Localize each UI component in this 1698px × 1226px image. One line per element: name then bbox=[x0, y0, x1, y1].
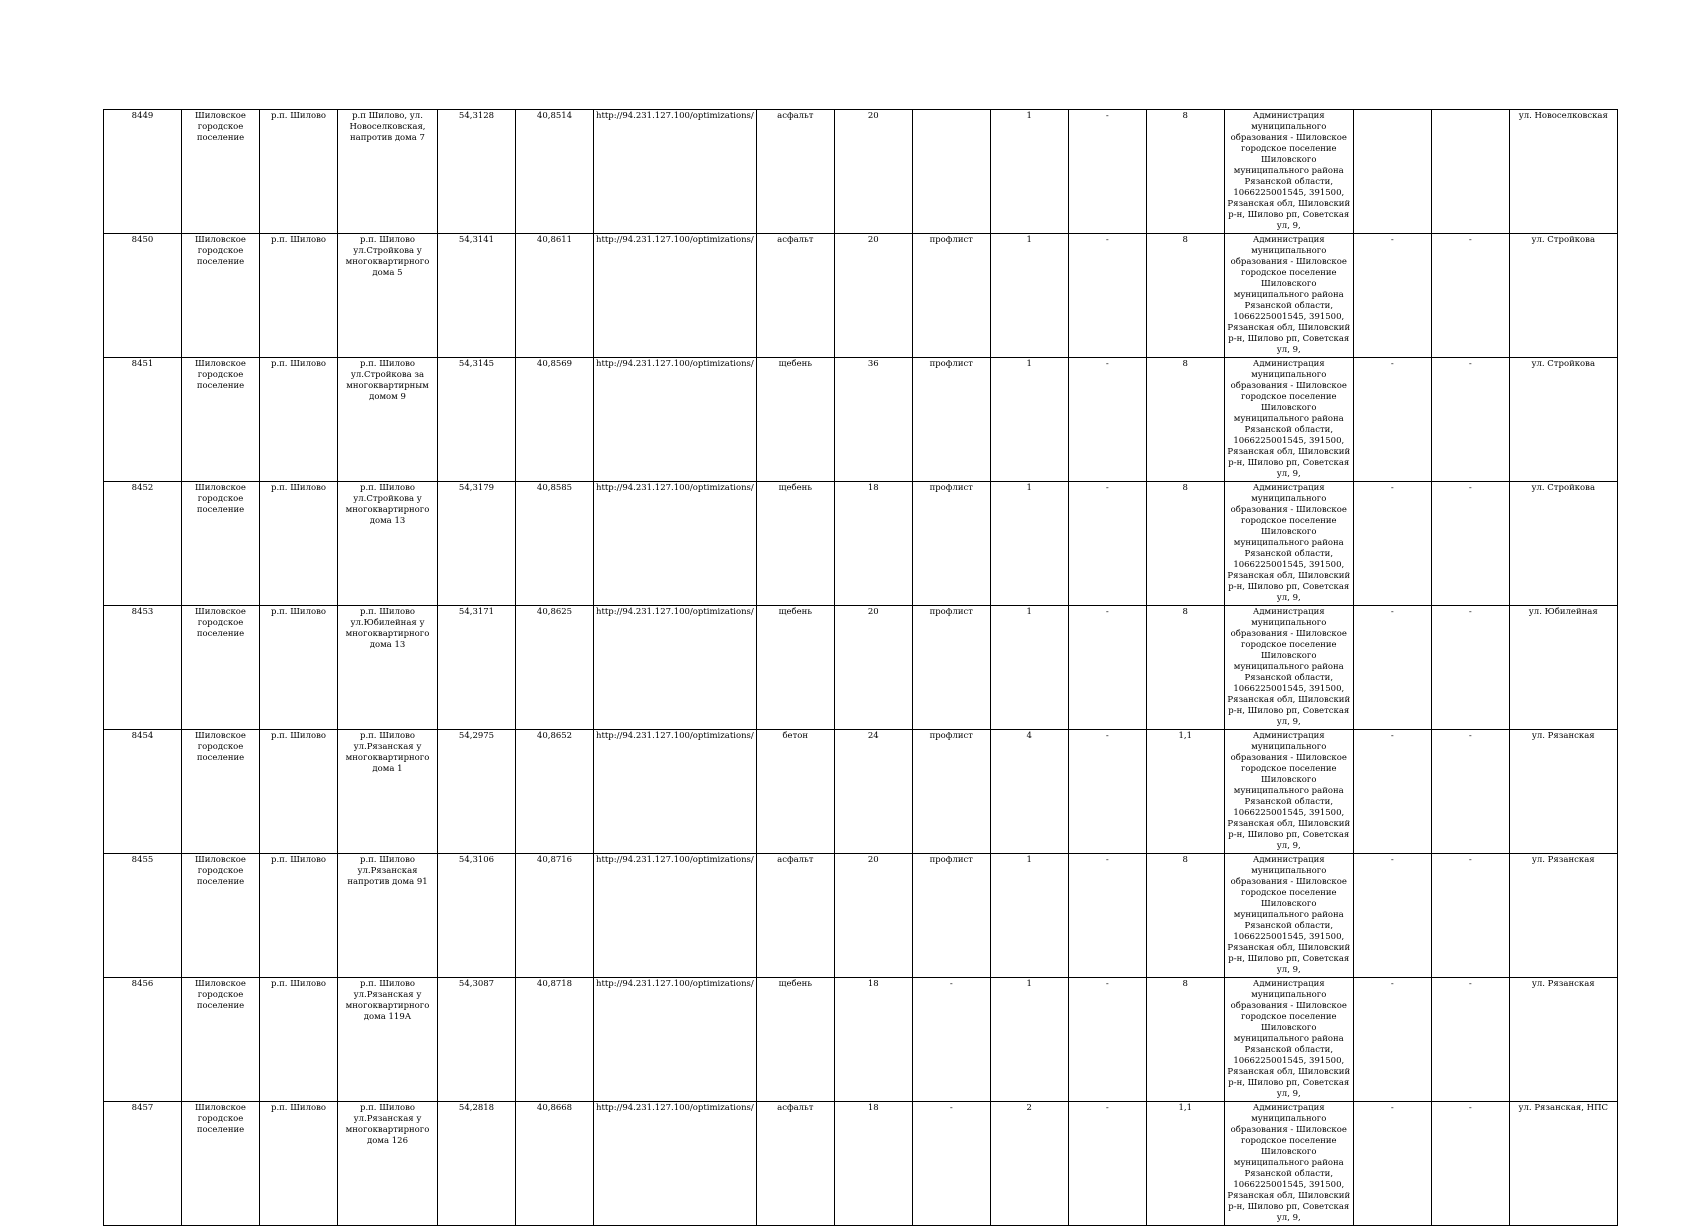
cell-container-volume-1: - bbox=[1068, 234, 1146, 358]
cell-row-id: 8453 bbox=[104, 606, 182, 730]
cell-locality: р.п. Шилово bbox=[260, 730, 338, 854]
cell-url: http://94.231.127.100/optimizations/ bbox=[594, 730, 757, 854]
cell-surface: асфальт bbox=[756, 110, 834, 234]
cell-street: ул. Рязанская bbox=[1509, 978, 1617, 1102]
cell-extra-2: - bbox=[1431, 606, 1509, 730]
cell-address: р.п. Шилово ул.Рязанская у многоквартирного дома 119А bbox=[338, 978, 438, 1102]
cell-row-id: 8454 bbox=[104, 730, 182, 854]
cell-settlement: Шиловское городское поселение bbox=[182, 110, 260, 234]
cell-url: http://94.231.127.100/optimizations/ bbox=[594, 358, 757, 482]
cell-address: р.п Шилово, ул. Новоселковская, напротив дома 7 bbox=[338, 110, 438, 234]
cell-fence: профлист bbox=[912, 730, 990, 854]
cell-latitude: 54,2975 bbox=[438, 730, 516, 854]
cell-settlement: Шиловское городское поселение bbox=[182, 978, 260, 1102]
cell-latitude: 54,3145 bbox=[438, 358, 516, 482]
cell-street: ул. Юбилейная bbox=[1509, 606, 1617, 730]
cell-url: http://94.231.127.100/optimizations/ bbox=[594, 234, 757, 358]
cell-extra-2: - bbox=[1431, 358, 1509, 482]
cell-extra-1: - bbox=[1353, 854, 1431, 978]
cell-extra-2: - bbox=[1431, 978, 1509, 1102]
cell-settlement: Шиловское городское поселение bbox=[182, 730, 260, 854]
cell-area: 20 bbox=[834, 234, 912, 358]
cell-extra-2: - bbox=[1431, 1102, 1509, 1226]
cell-container-count: 4 bbox=[990, 730, 1068, 854]
cell-row-id: 8452 bbox=[104, 482, 182, 606]
cell-url: http://94.231.127.100/optimizations/ bbox=[594, 854, 757, 978]
cell-container-count: 1 bbox=[990, 482, 1068, 606]
cell-extra-1: - bbox=[1353, 482, 1431, 606]
cell-settlement: Шиловское городское поселение bbox=[182, 606, 260, 730]
cell-surface: асфальт bbox=[756, 1102, 834, 1226]
cell-owner: Администрация муниципального образования - Шиловское городское поселение Шиловского муниципального района Рязанской области, 1066225001545, 391500, Рязанская обл, Шиловский р-н, Шилово рп, Советская ул, 9, bbox=[1224, 606, 1353, 730]
cell-container-count: 1 bbox=[990, 854, 1068, 978]
cell-longitude: 40,8514 bbox=[516, 110, 594, 234]
cell-street: ул. Стройкова bbox=[1509, 482, 1617, 606]
cell-owner: Администрация муниципального образования - Шиловское городское поселение Шиловского муниципального района Рязанской области, 1066225001545, 391500, Рязанская обл, Шиловский р-н, Шилово рп, Советская ул, 9, bbox=[1224, 358, 1353, 482]
cell-container-volume-2: 8 bbox=[1146, 978, 1224, 1102]
cell-extra-1: - bbox=[1353, 358, 1431, 482]
cell-container-volume-1: - bbox=[1068, 978, 1146, 1102]
cell-fence: - bbox=[912, 978, 990, 1102]
table-row bbox=[104, 358, 1618, 482]
cell-container-volume-1: - bbox=[1068, 482, 1146, 606]
cell-fence: профлист bbox=[912, 854, 990, 978]
cell-container-volume-1: - bbox=[1068, 730, 1146, 854]
cell-locality: р.п. Шилово bbox=[260, 1102, 338, 1226]
cell-owner: Администрация муниципального образования - Шиловское городское поселение Шиловского муниципального района Рязанской области, 1066225001545, 391500, Рязанская обл, Шиловский р-н, Шилово рп, Советская ул, 9, bbox=[1224, 978, 1353, 1102]
cell-longitude: 40,8718 bbox=[516, 978, 594, 1102]
cell-fence: профлист bbox=[912, 606, 990, 730]
cell-latitude: 54,3106 bbox=[438, 854, 516, 978]
cell-extra-1: - bbox=[1353, 978, 1431, 1102]
cell-area: 36 bbox=[834, 358, 912, 482]
cell-locality: р.п. Шилово bbox=[260, 606, 338, 730]
cell-fence: - bbox=[912, 1102, 990, 1226]
cell-address: р.п. Шилово ул.Рязанская у многоквартирного дома 126 bbox=[338, 1102, 438, 1226]
cell-owner: Администрация муниципального образования - Шиловское городское поселение Шиловского муниципального района Рязанской области, 1066225001545, 391500, Рязанская обл, Шиловский р-н, Шилово рп, Советская ул, 9, bbox=[1224, 1102, 1353, 1226]
cell-area: 24 bbox=[834, 730, 912, 854]
cell-owner: Администрация муниципального образования - Шиловское городское поселение Шиловского муниципального района Рязанской области, 1066225001545, 391500, Рязанская обл, Шиловский р-н, Шилово рп, Советская ул, 9, bbox=[1224, 854, 1353, 978]
cell-latitude: 54,3128 bbox=[438, 110, 516, 234]
cell-settlement: Шиловское городское поселение bbox=[182, 358, 260, 482]
cell-container-volume-1: - bbox=[1068, 606, 1146, 730]
cell-extra-2: - bbox=[1431, 234, 1509, 358]
cell-row-id: 8451 bbox=[104, 358, 182, 482]
cell-row-id: 8455 bbox=[104, 854, 182, 978]
cell-extra-1 bbox=[1353, 110, 1431, 234]
cell-fence: профлист bbox=[912, 358, 990, 482]
table-row bbox=[104, 482, 1618, 606]
cell-address: р.п. Шилово ул.Стройкова у многоквартирного дома 13 bbox=[338, 482, 438, 606]
cell-surface: щебень bbox=[756, 482, 834, 606]
cell-address: р.п. Шилово ул.Юбилейная у многоквартирного дома 13 bbox=[338, 606, 438, 730]
cell-settlement: Шиловское городское поселение bbox=[182, 854, 260, 978]
cell-locality: р.п. Шилово bbox=[260, 854, 338, 978]
cell-container-volume-1: - bbox=[1068, 110, 1146, 234]
cell-container-volume-1: - bbox=[1068, 358, 1146, 482]
cell-row-id: 8457 bbox=[104, 1102, 182, 1226]
cell-container-volume-2: 8 bbox=[1146, 234, 1224, 358]
cell-fence bbox=[912, 110, 990, 234]
cell-container-count: 1 bbox=[990, 606, 1068, 730]
cell-container-volume-2: 1,1 bbox=[1146, 730, 1224, 854]
cell-address: р.п. Шилово ул.Стройкова за многоквартирным домом 9 bbox=[338, 358, 438, 482]
cell-surface: щебень bbox=[756, 606, 834, 730]
cell-area: 18 bbox=[834, 482, 912, 606]
cell-locality: р.п. Шилово bbox=[260, 978, 338, 1102]
cell-url: http://94.231.127.100/optimizations/ bbox=[594, 482, 757, 606]
cell-longitude: 40,8652 bbox=[516, 730, 594, 854]
cell-url: http://94.231.127.100/optimizations/ bbox=[594, 978, 757, 1102]
table-row bbox=[104, 110, 1618, 234]
cell-row-id: 8456 bbox=[104, 978, 182, 1102]
cell-container-count: 1 bbox=[990, 358, 1068, 482]
cell-url: http://94.231.127.100/optimizations/ bbox=[594, 1102, 757, 1226]
cell-area: 20 bbox=[834, 110, 912, 234]
table-row bbox=[104, 234, 1618, 358]
cell-surface: асфальт bbox=[756, 234, 834, 358]
cell-surface: щебень bbox=[756, 978, 834, 1102]
cell-container-volume-2: 8 bbox=[1146, 854, 1224, 978]
cell-area: 20 bbox=[834, 606, 912, 730]
table-row bbox=[104, 1102, 1618, 1226]
cell-container-volume-2: 8 bbox=[1146, 606, 1224, 730]
cell-locality: р.п. Шилово bbox=[260, 358, 338, 482]
cell-street: ул. Рязанская bbox=[1509, 730, 1617, 854]
cell-street: ул. Стройкова bbox=[1509, 358, 1617, 482]
cell-extra-1: - bbox=[1353, 730, 1431, 854]
table-row bbox=[104, 730, 1618, 854]
cell-longitude: 40,8716 bbox=[516, 854, 594, 978]
cell-street: ул. Рязанская, НПС bbox=[1509, 1102, 1617, 1226]
cell-owner: Администрация муниципального образования - Шиловское городское поселение Шиловского муниципального района Рязанской области, 1066225001545, 391500, Рязанская обл, Шиловский р-н, Шилово рп, Советская ул, 9, bbox=[1224, 110, 1353, 234]
cell-container-count: 1 bbox=[990, 110, 1068, 234]
cell-latitude: 54,3141 bbox=[438, 234, 516, 358]
table-row bbox=[104, 978, 1618, 1102]
cell-locality: р.п. Шилово bbox=[260, 482, 338, 606]
cell-owner: Администрация муниципального образования - Шиловское городское поселение Шиловского муниципального района Рязанской области, 1066225001545, 391500, Рязанская обл, Шиловский р-н, Шилово рп, Советская ул, 9, bbox=[1224, 482, 1353, 606]
cell-latitude: 54,3171 bbox=[438, 606, 516, 730]
cell-street: ул. Стройкова bbox=[1509, 234, 1617, 358]
cell-longitude: 40,8625 bbox=[516, 606, 594, 730]
cell-extra-2 bbox=[1431, 110, 1509, 234]
cell-surface: бетон bbox=[756, 730, 834, 854]
cell-settlement: Шиловское городское поселение bbox=[182, 482, 260, 606]
cell-longitude: 40,8569 bbox=[516, 358, 594, 482]
cell-longitude: 40,8611 bbox=[516, 234, 594, 358]
cell-street: ул. Новоселковская bbox=[1509, 110, 1617, 234]
cell-container-volume-2: 8 bbox=[1146, 110, 1224, 234]
cell-fence: профлист bbox=[912, 482, 990, 606]
table-row bbox=[104, 854, 1618, 978]
cell-url: http://94.231.127.100/optimizations/ bbox=[594, 110, 757, 234]
cell-extra-1: - bbox=[1353, 1102, 1431, 1226]
cell-address: р.п. Шилово ул.Рязанская напротив дома 91 bbox=[338, 854, 438, 978]
cell-longitude: 40,8585 bbox=[516, 482, 594, 606]
table-row bbox=[104, 606, 1618, 730]
cell-container-volume-2: 1,1 bbox=[1146, 1102, 1224, 1226]
cell-owner: Администрация муниципального образования - Шиловское городское поселение Шиловского муниципального района Рязанской области, 1066225001545, 391500, Рязанская обл, Шиловский р-н, Шилово рп, Советская ул, 9, bbox=[1224, 234, 1353, 358]
cell-container-count: 1 bbox=[990, 978, 1068, 1102]
cell-extra-1: - bbox=[1353, 606, 1431, 730]
cell-fence: профлист bbox=[912, 234, 990, 358]
cell-container-volume-1: - bbox=[1068, 854, 1146, 978]
table-body bbox=[104, 110, 1618, 1226]
cell-container-volume-2: 8 bbox=[1146, 482, 1224, 606]
cell-surface: щебень bbox=[756, 358, 834, 482]
cell-area: 18 bbox=[834, 1102, 912, 1226]
cell-area: 18 bbox=[834, 978, 912, 1102]
cell-container-count: 2 bbox=[990, 1102, 1068, 1226]
cell-area: 20 bbox=[834, 854, 912, 978]
cell-extra-2: - bbox=[1431, 854, 1509, 978]
cell-container-volume-2: 8 bbox=[1146, 358, 1224, 482]
cell-row-id: 8449 bbox=[104, 110, 182, 234]
cell-container-volume-1: - bbox=[1068, 1102, 1146, 1226]
cell-container-count: 1 bbox=[990, 234, 1068, 358]
cell-latitude: 54,3087 bbox=[438, 978, 516, 1102]
cell-locality: р.п. Шилово bbox=[260, 110, 338, 234]
cell-extra-2: - bbox=[1431, 730, 1509, 854]
data-table bbox=[103, 109, 1618, 1226]
cell-settlement: Шиловское городское поселение bbox=[182, 234, 260, 358]
cell-longitude: 40,8668 bbox=[516, 1102, 594, 1226]
cell-latitude: 54,2818 bbox=[438, 1102, 516, 1226]
cell-locality: р.п. Шилово bbox=[260, 234, 338, 358]
cell-owner: Администрация муниципального образования - Шиловское городское поселение Шиловского муниципального района Рязанской области, 1066225001545, 391500, Рязанская обл, Шиловский р-н, Шилово рп, Советская ул, 9, bbox=[1224, 730, 1353, 854]
cell-address: р.п. Шилово ул.Рязанская у многоквартирного дома 1 bbox=[338, 730, 438, 854]
cell-surface: асфальт bbox=[756, 854, 834, 978]
cell-extra-1: - bbox=[1353, 234, 1431, 358]
cell-extra-2: - bbox=[1431, 482, 1509, 606]
cell-latitude: 54,3179 bbox=[438, 482, 516, 606]
cell-street: ул. Рязанская bbox=[1509, 854, 1617, 978]
cell-address: р.п. Шилово ул.Стройкова у многоквартирного дома 5 bbox=[338, 234, 438, 358]
cell-row-id: 8450 bbox=[104, 234, 182, 358]
cell-url: http://94.231.127.100/optimizations/ bbox=[594, 606, 757, 730]
cell-settlement: Шиловское городское поселение bbox=[182, 1102, 260, 1226]
